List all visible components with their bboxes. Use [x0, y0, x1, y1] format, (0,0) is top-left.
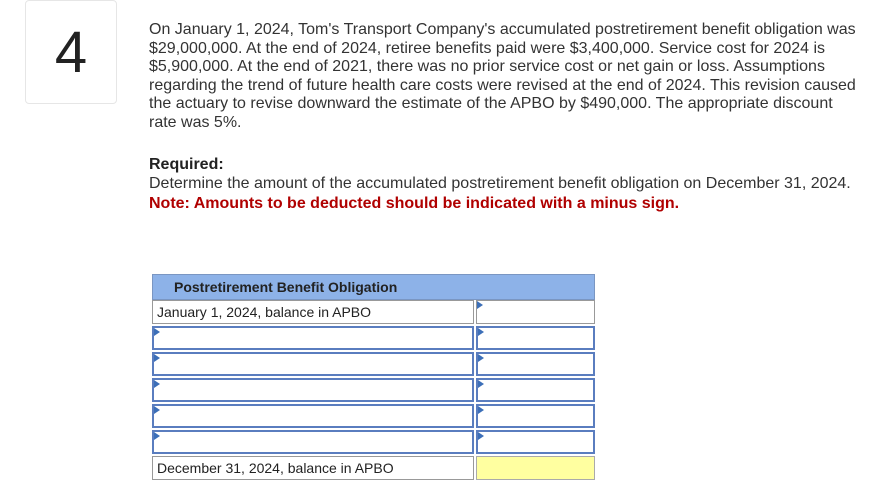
- closing-balance-label: December 31, 2024, balance in APBO: [152, 456, 474, 480]
- table-header: Postretirement Benefit Obligation: [152, 274, 595, 300]
- dropdown-marker-icon: [477, 301, 483, 309]
- item-label-input[interactable]: [152, 378, 474, 402]
- item-amount-input[interactable]: [476, 326, 595, 350]
- dropdown-marker-icon: [478, 406, 484, 414]
- opening-balance-label: January 1, 2024, balance in APBO: [152, 300, 474, 324]
- table-row-opening-balance: [152, 300, 595, 326]
- dropdown-marker-icon: [478, 432, 484, 440]
- dropdown-marker-icon: [478, 354, 484, 362]
- item-amount-input[interactable]: [476, 404, 595, 428]
- table-row: [152, 430, 595, 456]
- item-label-input[interactable]: [152, 404, 474, 428]
- opening-balance-amount-input[interactable]: [476, 300, 595, 324]
- table-row-closing-balance: [152, 456, 595, 482]
- item-amount-input[interactable]: [476, 352, 595, 376]
- problem-text: On January 1, 2024, Tom's Transport Company's accumulated postretirement benefit obligation was $29,000,000. At the end of 2024, retiree benefits paid were $3,400,000. Service cost for 2024 is $5,900,000. At the end of 2021, there was no prior service cost or net gain or loss. Assumptions regarding the trend of future health care costs were revised at the end of 2024. This revision caused the actuary to revise downward the estimate of the APBO by $490,000. The appropriate discount rate was 5%.: [149, 21, 856, 131]
- dropdown-marker-icon: [154, 354, 160, 362]
- note-text: Note: Amounts to be deducted should be indicated with a minus sign.: [149, 194, 680, 212]
- dropdown-marker-icon: [154, 328, 160, 336]
- item-amount-input[interactable]: [476, 378, 595, 402]
- table-row: [152, 352, 595, 378]
- dropdown-marker-icon: [154, 406, 160, 414]
- dropdown-marker-icon: [154, 380, 160, 388]
- table-row: [152, 404, 595, 430]
- closing-balance-amount-input[interactable]: [476, 456, 595, 480]
- table-row: [152, 378, 595, 404]
- dropdown-marker-icon: [478, 328, 484, 336]
- dropdown-marker-icon: [478, 380, 484, 388]
- apbo-worksheet-table: [152, 274, 595, 482]
- table-row: [152, 326, 595, 352]
- required-heading: Required:: [149, 155, 224, 173]
- question-number: 4: [25, 0, 117, 104]
- item-amount-input[interactable]: [476, 430, 595, 454]
- item-label-input[interactable]: [152, 430, 474, 454]
- dropdown-marker-icon: [154, 432, 160, 440]
- item-label-input[interactable]: [152, 326, 474, 350]
- question-content: [149, 21, 864, 214]
- required-text: Determine the amount of the accumulated postretirement benefit obligation on December 31, 2024.: [149, 174, 851, 192]
- item-label-input[interactable]: [152, 352, 474, 376]
